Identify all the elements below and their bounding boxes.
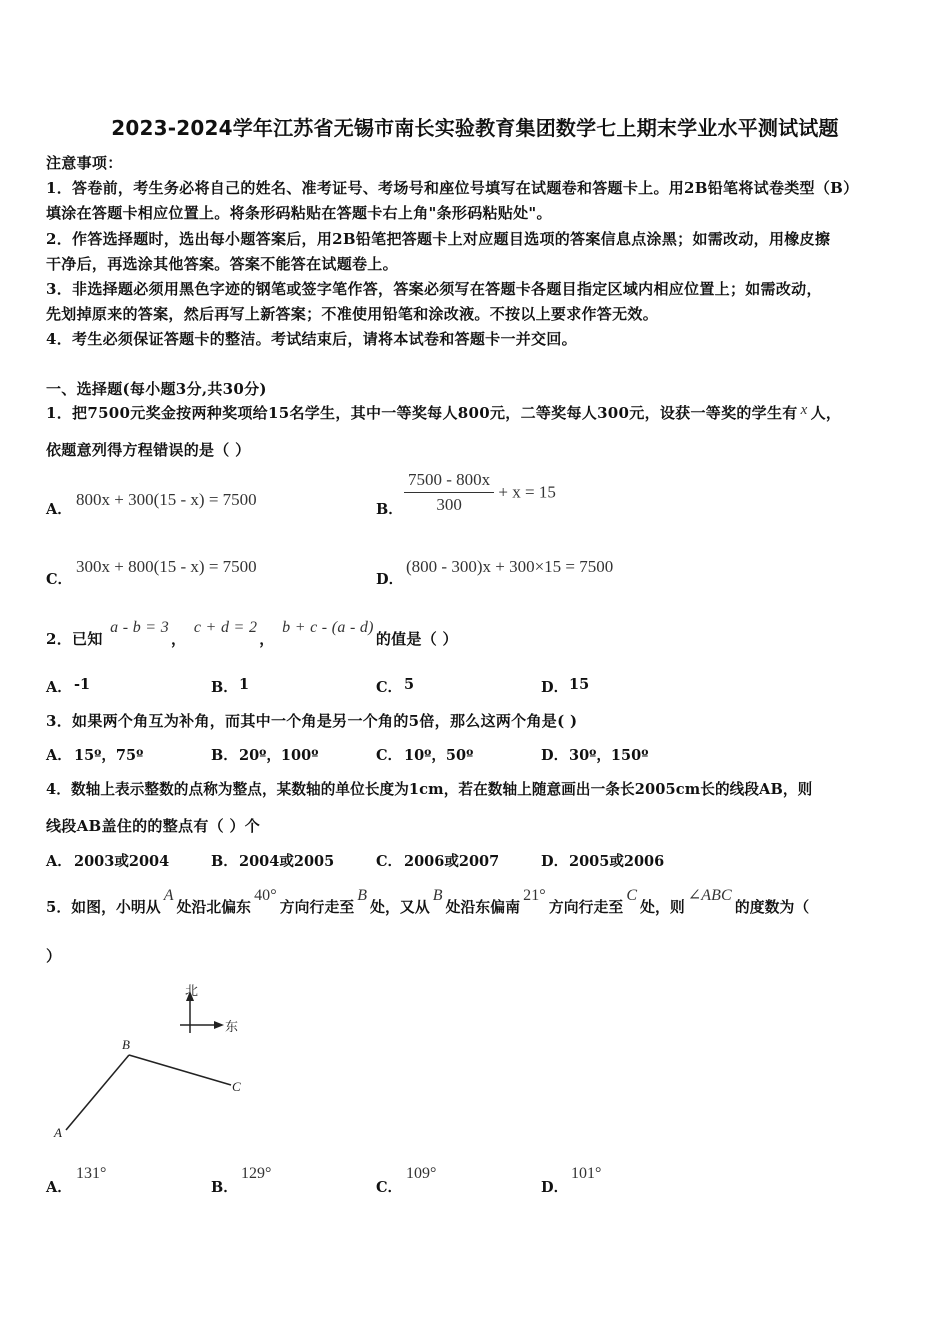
- q5-option-a-label: A．: [46, 1179, 72, 1196]
- notice-line-4: 4．考生必须保证答题卡的整洁。考试结束后，请将本试卷和答题卡一并交回。: [46, 330, 577, 348]
- notice-line-1a: 1．答卷前，考生务必将自己的姓名、准考证号、考场号和座位号填写在试题卷和答题卡上。用2B铅笔将试卷类型（B）: [46, 179, 859, 197]
- q1-variable: x: [800, 402, 808, 418]
- q3-option-a-label: A．: [46, 747, 72, 764]
- q5-text-1: 5．如图，小明从: [46, 899, 161, 916]
- q4-option-b-label: B．: [211, 853, 238, 870]
- q2-option-a: -1: [74, 676, 91, 693]
- notice-line-1b: 填涂在答题卡相应位置上。将条形码粘贴在答题卡右上角"条形码粘贴处"。: [46, 204, 552, 222]
- q5-angle-1: 40°: [254, 887, 277, 904]
- notice-line-3a: 3．非选择题必须用黑色字迹的钢笔或签字笔作答，答案必须写在答题卡各题目指定区域内相应位置上；如需改动，: [46, 280, 822, 298]
- q5-figure: [40, 975, 260, 1145]
- figure-point-b: B: [122, 1037, 130, 1052]
- q1-option-b-rest: + x = 15: [498, 482, 556, 502]
- q4-option-c-label: C．: [376, 853, 403, 870]
- q5-option-c-label: C．: [376, 1179, 403, 1196]
- q1-line-1: [46, 402, 841, 423]
- q3-stem: 3．如果两个角互为补角，而其中一个角是另一个角的5倍，那么这两个角是( ): [46, 712, 578, 730]
- q5-text-7: 处，则: [640, 899, 685, 916]
- q5-text-4: 处，又从: [370, 899, 430, 916]
- q5-option-b: 129°: [241, 1165, 272, 1182]
- q1-option-b-fraction: [404, 470, 494, 515]
- q5-close-paren: ）: [46, 947, 62, 965]
- q2-stem: [46, 616, 458, 648]
- q5-angle-abc: ∠ABC: [687, 887, 732, 904]
- q5-point-a: A: [163, 887, 174, 904]
- q5-option-d: 101°: [571, 1165, 602, 1182]
- q1-option-b-denominator: 300: [436, 495, 462, 514]
- q3-option-d: 30º，150º: [569, 747, 649, 764]
- q5-text-5: 处沿东偏南: [445, 899, 521, 916]
- q3-option-b-label: B．: [211, 747, 238, 764]
- q1-option-c-label: C．: [46, 571, 73, 588]
- q4-option-c: 2006或2007: [404, 853, 500, 870]
- figure-point-c: C: [232, 1079, 241, 1094]
- q2-option-b: 1: [239, 676, 250, 693]
- segment-ab: [66, 1055, 129, 1130]
- notice-line-2b: 干净后，再选涂其他答案。答案不能答在试题卷上。: [46, 255, 398, 273]
- q2-prefix: 2．已知: [46, 630, 103, 648]
- q2-option-a-label: A．: [46, 679, 72, 696]
- q1-option-a-label: A．: [46, 501, 72, 518]
- q5-option-a: 131°: [76, 1165, 107, 1182]
- q5-text-8: 的度数为（: [734, 899, 810, 916]
- q4-option-b: 2004或2005: [239, 853, 335, 870]
- notice-line-2a: 2．作答选择题时，选出每小题答案后，用2B铅笔把答题卡上对应题目选项的答案信息点涂黑；如需改动，用橡皮擦: [46, 230, 831, 248]
- figure-point-a: A: [54, 1125, 62, 1140]
- q2-expression: b + c - (a - d): [282, 619, 374, 636]
- q4-option-d: 2005或2006: [569, 853, 665, 870]
- east-arrow-icon: [214, 1021, 224, 1029]
- q3-option-d-label: D．: [541, 747, 569, 764]
- figure-north-label: 北: [185, 983, 199, 998]
- q5-option-c: 109°: [406, 1165, 437, 1182]
- q3-option-c-label: C．: [376, 747, 403, 764]
- q4-option-a-label: A．: [46, 853, 72, 870]
- q4-line-1: 4．数轴上表示整数的点称为整点，某数轴的单位长度为1cm，若在数轴上随意画出一条长2005cm长的线段AB，则: [46, 781, 813, 798]
- q5-text-6: 方向行走至: [548, 899, 624, 916]
- q4-option-a: 2003或2004: [74, 853, 170, 870]
- q5-point-c: C: [626, 887, 638, 904]
- q2-condition-2: c + d = 2: [193, 619, 258, 636]
- section-heading: 一、选择题(每小题3分,共30分): [46, 380, 267, 398]
- q5-point-b: B: [357, 887, 368, 904]
- q2-suffix: 的值是（ ）: [375, 630, 458, 648]
- q5-stem: [46, 884, 810, 916]
- q1-option-b-numerator: 7500 - 800x: [404, 470, 494, 493]
- q3-option-a: 15º，75º: [74, 747, 144, 764]
- notice-heading: 注意事项：: [46, 154, 123, 172]
- q1-option-a: 800x + 300(15 - x) = 7500: [76, 490, 257, 509]
- q4-line-2: 线段AB盖住的的整点有（ ）个: [46, 817, 261, 835]
- q1-option-b-label: B．: [376, 501, 403, 518]
- q1-option-d-label: D．: [376, 571, 404, 588]
- q5-text-2: 处沿北偏东: [176, 899, 252, 916]
- q5-text-3: 方向行走至: [279, 899, 355, 916]
- q4-option-d-label: D．: [541, 853, 569, 870]
- q1-text-a: 1．把7500元奖金按两种奖项给15名学生，其中一等奖每人800元，二等奖每人300元，设获一等奖的学生有: [46, 404, 798, 422]
- figure-east-label: 东: [225, 1019, 239, 1034]
- q1-line-2: 依题意列得方程错误的是（ ）: [46, 441, 251, 459]
- q2-option-d-label: D．: [541, 679, 569, 696]
- q1-option-c: 300x + 800(15 - x) = 7500: [76, 557, 257, 576]
- q2-condition-1: a - b = 3: [110, 619, 169, 636]
- q5-option-b-label: B．: [211, 1179, 238, 1196]
- segment-bc: [129, 1055, 231, 1085]
- q2-option-b-label: B．: [211, 679, 238, 696]
- q3-option-c: 10º，50º: [404, 747, 474, 764]
- q2-option-c-label: C．: [376, 679, 403, 696]
- q2-option-d: 15: [569, 676, 590, 693]
- q2-sep-2: ，: [259, 630, 275, 648]
- notice-line-3b: 先划掉原来的答案，然后再写上新答案；不准使用铅笔和涂改液。不按以上要求作答无效。: [46, 305, 659, 323]
- q1-text-b: 人，: [810, 404, 842, 422]
- q1-option-b: [404, 470, 556, 515]
- q2-option-c: 5: [404, 676, 415, 693]
- q2-sep-1: ，: [171, 630, 187, 648]
- q5-angle-2: 21°: [523, 887, 546, 904]
- page-title: 2023-2024学年江苏省无锡市南长实验教育集团数学七上期末学业水平测试试题: [111, 116, 839, 140]
- q1-option-d: (800 - 300)x + 300×15 = 7500: [406, 557, 614, 576]
- q5-option-d-label: D．: [541, 1179, 569, 1196]
- q3-option-b: 20º，100º: [239, 747, 319, 764]
- q5-point-b-2: B: [432, 887, 443, 904]
